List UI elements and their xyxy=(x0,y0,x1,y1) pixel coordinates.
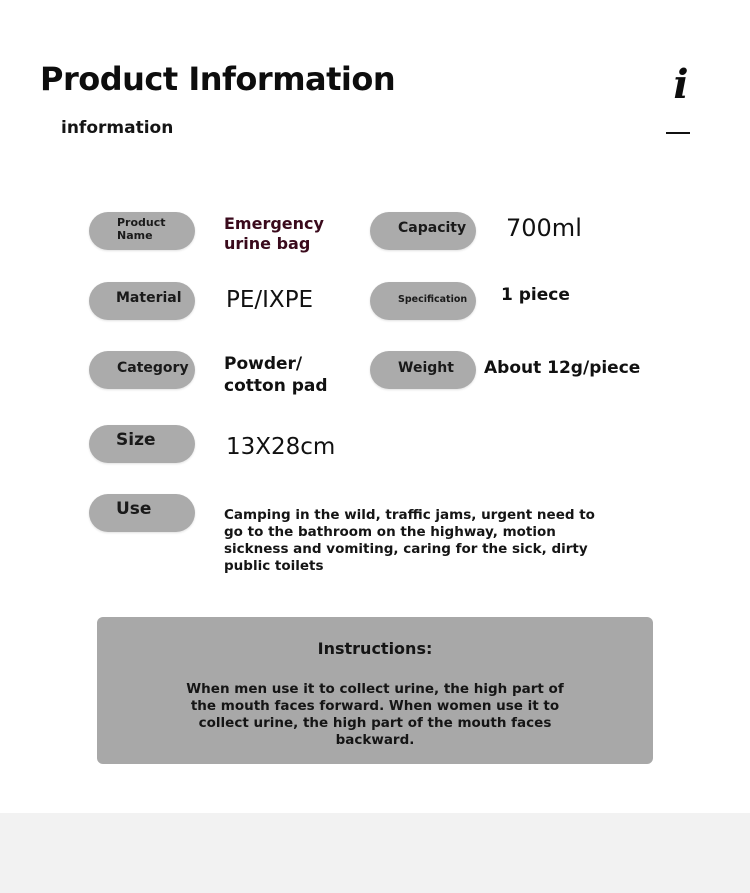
instructions-box xyxy=(97,617,653,764)
capacity-label: Capacity xyxy=(398,220,467,236)
use-label: Use xyxy=(116,499,152,519)
instructions-body: When men use it to collect urine, the high part of the mouth faces forward. When women use it to collect urine, the high part of the mouth faces backward. xyxy=(186,681,564,748)
specification-label-pill xyxy=(370,282,476,320)
info-underline xyxy=(666,132,690,134)
weight-value: About 12g/piece xyxy=(484,358,641,378)
size-label: Size xyxy=(116,430,156,450)
capacity-value: 700ml xyxy=(506,214,582,242)
category-value: Powder/ cotton pad xyxy=(224,354,328,396)
material-value: PE/IXPE xyxy=(226,287,314,313)
specification-label: Specification xyxy=(398,294,468,305)
instructions-title: Instructions: xyxy=(317,639,433,658)
size-value: 13X28cm xyxy=(226,434,336,460)
weight-label: Weight xyxy=(398,360,454,376)
product-name-value: Emergency urine bag xyxy=(224,214,324,253)
footer-band xyxy=(0,813,750,893)
size-label-pill xyxy=(89,425,195,463)
info-icon: i xyxy=(673,61,689,108)
category-label-pill xyxy=(89,351,195,389)
product-name-label: Product Name xyxy=(117,216,166,242)
weight-label-pill xyxy=(370,351,476,389)
material-label-pill xyxy=(89,282,195,320)
use-value: Camping in the wild, traffic jams, urgent need to go to the bathroom on the highway, motion sickness and vomiting, caring for the sick, dirty public toilets xyxy=(224,507,595,574)
category-label: Category xyxy=(117,360,189,376)
page-title: Product Information xyxy=(40,60,396,98)
specification-value: 1 piece xyxy=(501,285,570,305)
capacity-label-pill xyxy=(370,212,476,250)
material-label: Material xyxy=(116,290,182,306)
product-name-label-pill xyxy=(89,212,195,250)
page-subtitle: information xyxy=(61,118,174,138)
use-label-pill xyxy=(89,494,195,532)
